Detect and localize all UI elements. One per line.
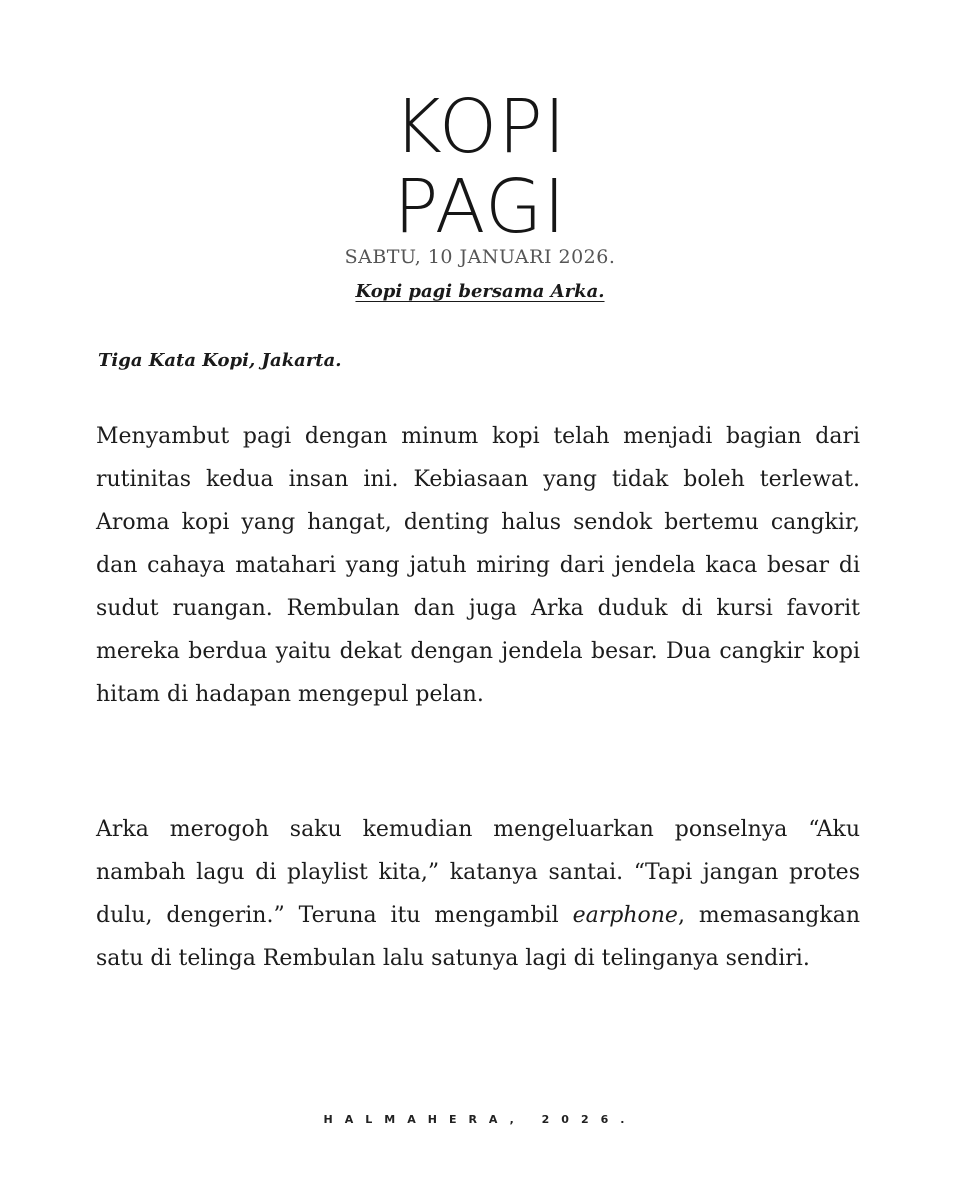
date-line: SABTU, 10 JANUARI 2026. (344, 246, 616, 268)
title-line-1: KOPI (393, 84, 567, 170)
paragraph-2-italic-word: earphone (572, 903, 678, 928)
footer-signature: HALMAHERA, 2026. (323, 1113, 637, 1126)
paragraph-1: Menyambut pagi dengan minum kopi telah menjadi bagian dari rutinitas kedua insan ini. Kebiasaan yang tidak boleh terlewat. Aroma kopi yang hangat, denting halus sendok bertemu cangkir, dan cahaya matahari yang jatuh miring dari jendela kaca besar di sudut ruangan. Rembulan dan juga Arka duduk di kursi favorit mereka berdua yaitu dekat dengan jendela besar. Dua cangkir kopi hitam di hadapan mengepul pelan. (96, 424, 860, 707)
title-line-2: PAGI (393, 164, 567, 250)
paragraph-2-text-start: Arka merogoh saku kemudian mengeluarkan ponselnya “Aku nambah lagu di playlist kita,” katanya santai. “Tapi jangan protes dulu, dengerin.” Teruna itu mengambil (96, 817, 860, 928)
subtitle: Kopi pagi bersama Arka. (355, 281, 605, 302)
paragraph-2 (96, 808, 860, 980)
paragraph-2-text-end: , memasangkan satu di telinga Rembulan lalu satunya lagi di telinganya sendiri. (96, 903, 860, 971)
location-label: Tiga Kata Kopi, Jakarta. (98, 350, 342, 371)
